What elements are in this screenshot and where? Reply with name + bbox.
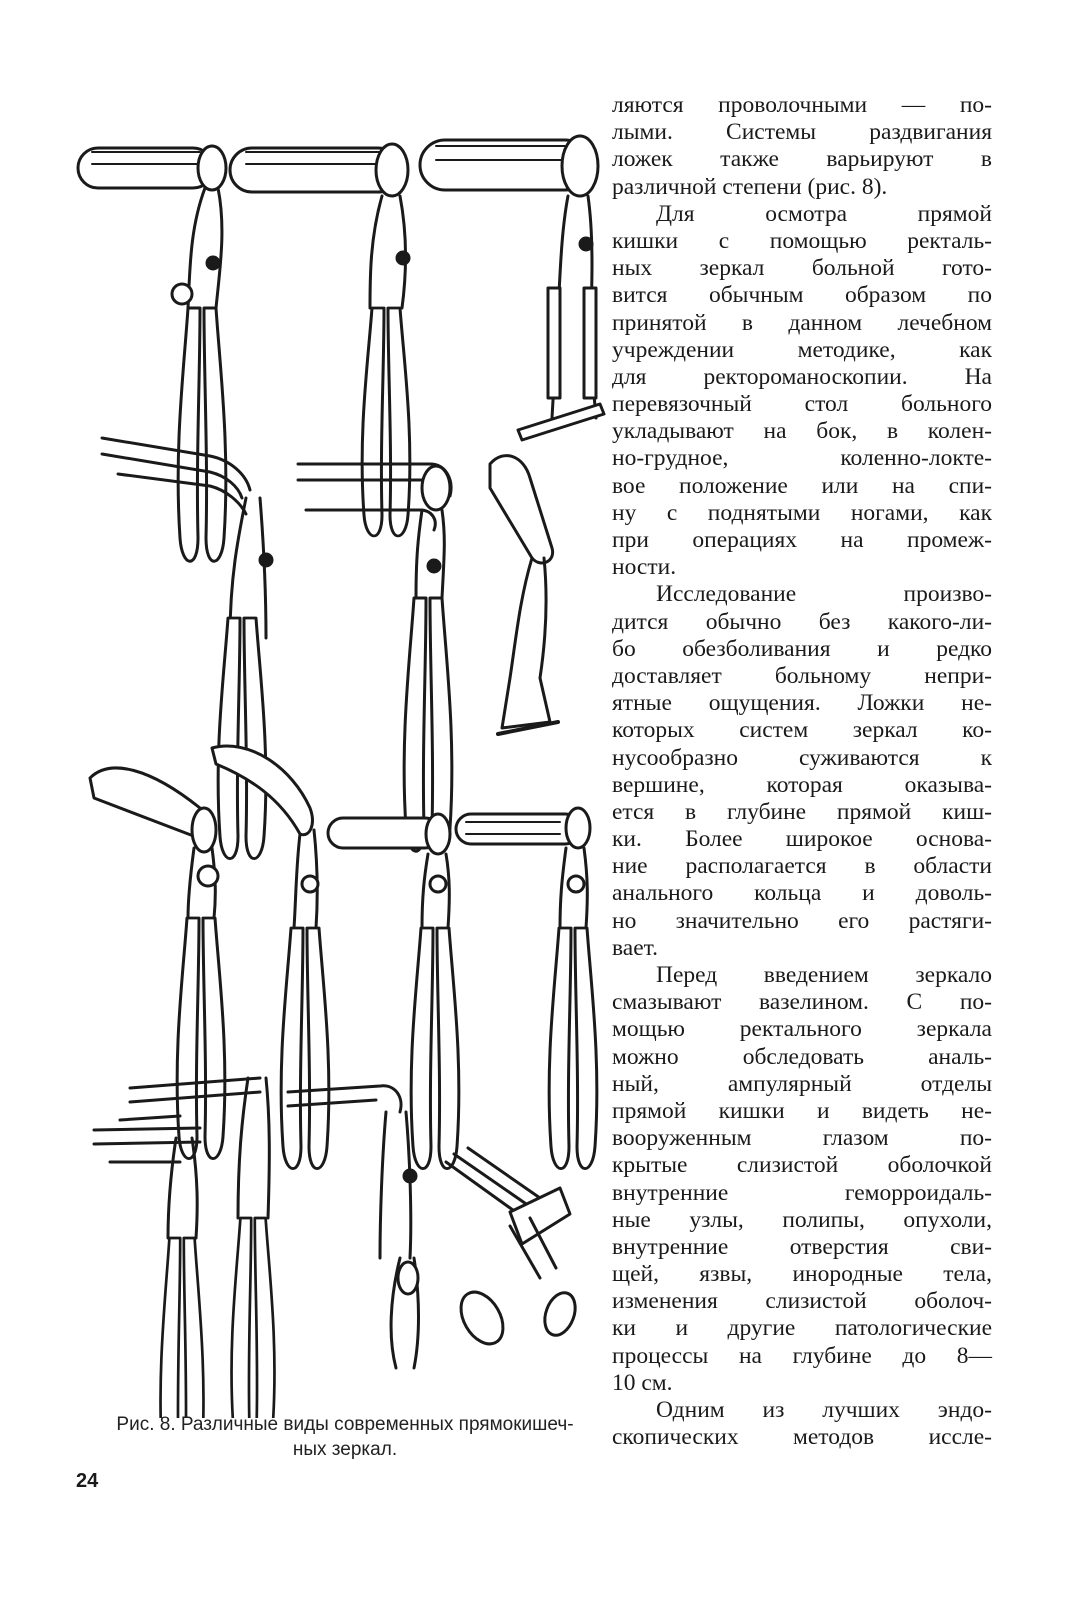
body-text-line: ки и другие патологические xyxy=(612,1315,992,1342)
body-text-line: прямой кишки и видеть не- xyxy=(612,1097,992,1124)
speculum-2 xyxy=(230,144,410,536)
body-text-column xyxy=(612,92,992,1451)
body-text-line: вооруженным глазом по- xyxy=(612,1125,992,1152)
body-text-line: мощью ректального зеркала xyxy=(612,1016,992,1043)
body-text-line: доставляет больному непри- xyxy=(612,662,992,689)
body-text-line: крытые слизистой оболочкой xyxy=(612,1152,992,1179)
figure-caption xyxy=(75,1412,615,1462)
page-number: 24 xyxy=(76,1470,99,1492)
body-text-line: ляются проволочными — по- xyxy=(612,92,992,118)
speculum-13 xyxy=(446,1148,581,1351)
body-text-line: укладывают на бок, в колен- xyxy=(612,418,992,445)
body-text-line: ных зеркал больной гото- xyxy=(612,255,992,282)
caption-line: ных зеркал. xyxy=(292,1439,398,1460)
body-text-line: ные узлы, полипы, опухоли, xyxy=(612,1206,992,1233)
body-text-line: учреждении методике, как xyxy=(612,336,992,363)
body-text-line: для ректороманоскопии. На xyxy=(612,363,992,390)
body-text-line: ну с поднятыми ногами, как xyxy=(612,499,992,526)
body-text-line: принятой в данном лечебном xyxy=(612,309,992,336)
caption-line: Рис. 8. Различные виды современных прямокишеч- xyxy=(116,1414,574,1435)
body-text-line: бо обезболивания и редко xyxy=(612,635,992,662)
body-text-line: при операциях на промеж- xyxy=(612,527,992,553)
speculum-12 xyxy=(288,1086,419,1368)
body-text-line: дится обычно без какого-ли- xyxy=(612,608,992,635)
body-text-line: Одним из лучших эндо- xyxy=(656,1397,992,1423)
body-text-line: анального кольца и доволь- xyxy=(612,880,992,907)
body-text-line: 10 см. xyxy=(612,1369,673,1396)
body-text-line: нусообразно суживаются к xyxy=(612,744,992,771)
body-text-line: ятные ощущения. Ложки не- xyxy=(612,690,992,717)
speculum-11 xyxy=(94,1078,274,1418)
body-text-line: изменения слизистой оболоч- xyxy=(612,1288,992,1315)
figure-rectal-specula xyxy=(70,118,615,1418)
body-text-line: Перед введением зеркало xyxy=(656,962,992,988)
body-text-line: вое положение или на спи- xyxy=(612,472,992,499)
body-text-line: ный, ампулярный отделы xyxy=(612,1070,992,1097)
body-text-line: внутренние отверстия сви- xyxy=(612,1233,992,1260)
body-text-line: ности. xyxy=(612,554,677,581)
body-text-line: но значительно его растяги- xyxy=(612,907,992,934)
speculum-1 xyxy=(78,146,226,561)
speculum-9 xyxy=(328,814,459,1169)
body-text-line: вает. xyxy=(612,934,659,961)
body-text-line: вится обычным образом по xyxy=(612,282,992,309)
body-text-line: которых систем зеркал ко- xyxy=(612,717,992,744)
body-text-line: ки. Более широкое основа- xyxy=(612,826,992,853)
body-text-line: Для осмотра прямой xyxy=(656,200,992,227)
speculum-6 xyxy=(490,456,558,734)
body-text-line: скопических методов иссле- xyxy=(612,1424,992,1451)
body-text-line: вершине, которая оказыва- xyxy=(612,771,992,798)
body-text-line: перевязочный стол больного xyxy=(612,391,992,418)
body-text-line: ется в глубине прямой киш- xyxy=(612,798,992,825)
body-text-line: внутренние геморроидаль- xyxy=(612,1179,992,1206)
body-text-line: кишки с помощью ректаль- xyxy=(612,227,992,254)
body-text-line: различной степени (рис. 8). xyxy=(612,173,888,200)
body-text-line: но-грудное, коленно-локте- xyxy=(612,445,992,472)
body-text-line: лыми. Системы раздвигания xyxy=(612,119,992,146)
speculum-10 xyxy=(456,808,597,1169)
body-text-line: можно обследовать аналь- xyxy=(612,1043,992,1070)
body-text-line: ложек также варьируют в xyxy=(612,146,992,173)
speculum-3 xyxy=(420,136,604,440)
body-text-line: процессы на глубине до 8— xyxy=(612,1342,992,1369)
body-text-line: смазывают вазелином. С по- xyxy=(612,989,992,1016)
body-text-line: Исследование произво- xyxy=(656,581,992,608)
body-text-line: ние располагается в области xyxy=(612,853,992,880)
body-text-line: щей, язвы, инородные тела, xyxy=(612,1261,992,1288)
